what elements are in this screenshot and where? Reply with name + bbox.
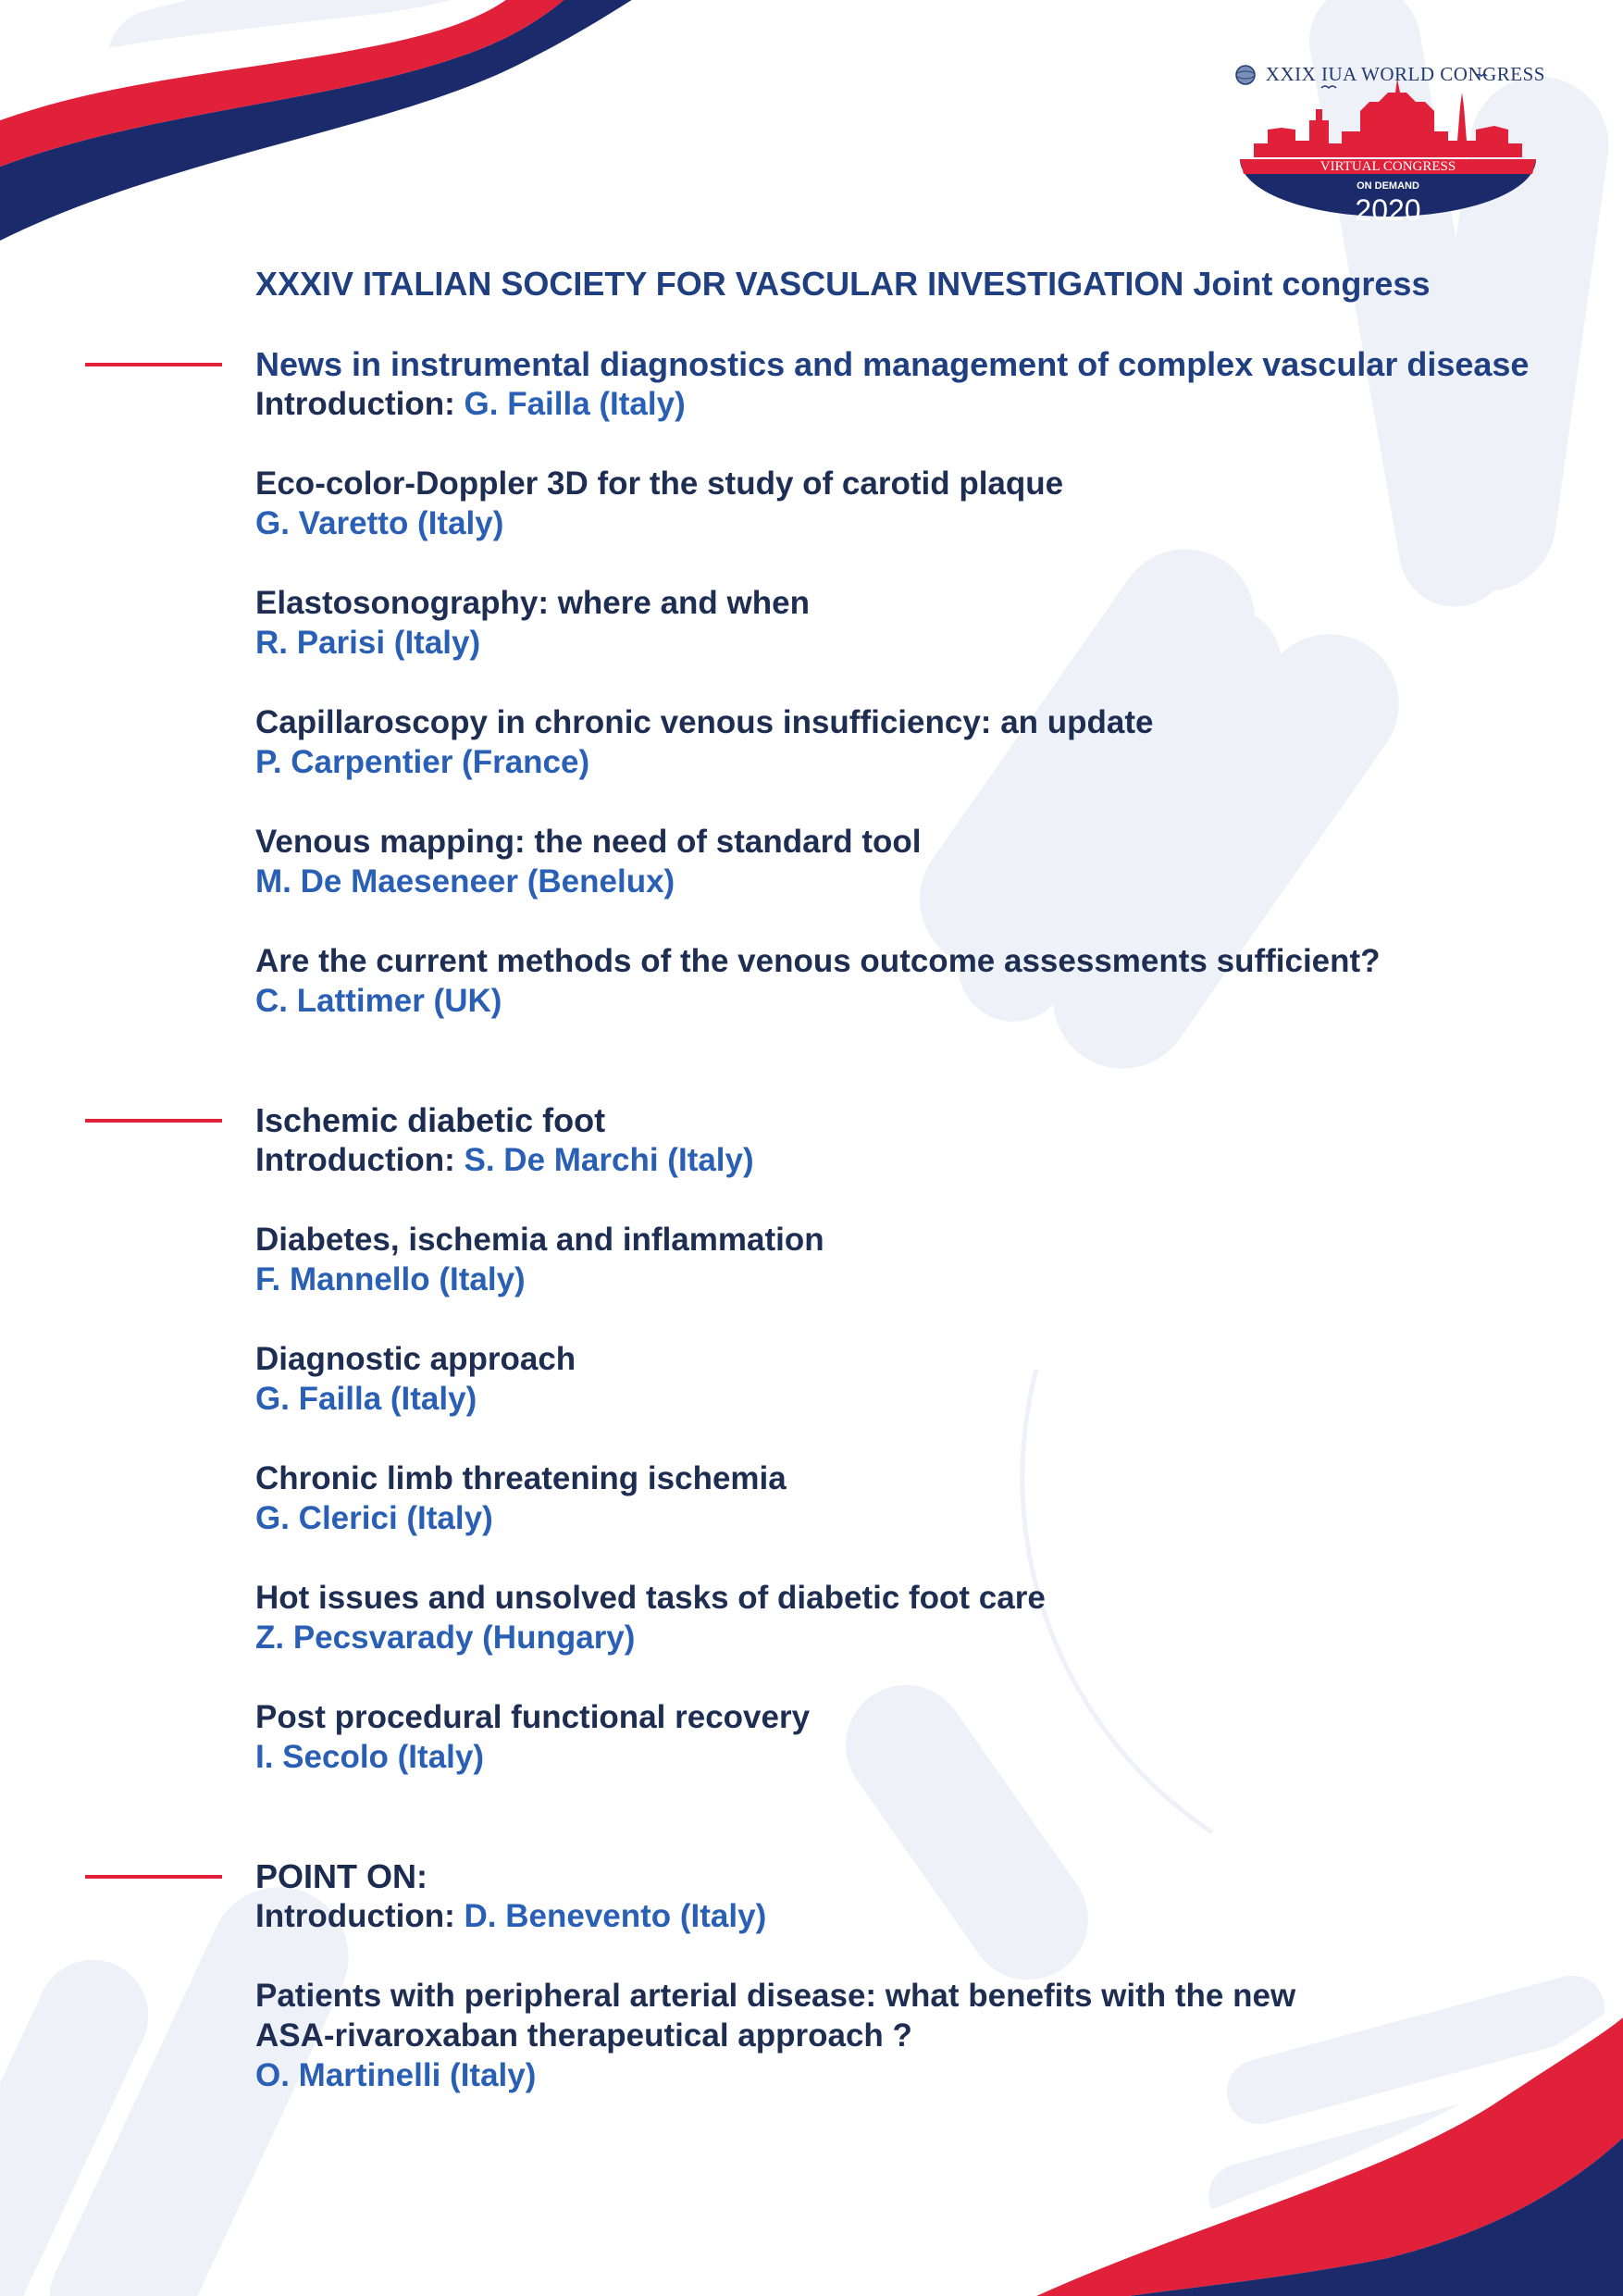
talk-title-continued: ASA-rivaroxaban therapeutical approach ? — [255, 2017, 912, 2054]
logo-banner-line2: ON DEMAND — [1357, 180, 1419, 192]
session-title: POINT ON: — [255, 1857, 427, 1895]
intro-speaker: G. Failla (Italy) — [464, 386, 686, 422]
talk-title: Hot issues and unsolved tasks of diabetic foot care — [255, 1580, 1046, 1616]
session-intro — [255, 1140, 1551, 1180]
talk-title: Eco-color-Doppler 3D for the study of carotid plaque — [255, 465, 1064, 502]
session-block — [255, 1856, 1551, 2095]
session-block — [255, 1100, 1551, 1777]
intro-label: Introduction: — [255, 386, 455, 422]
talk-speaker: C. Lattimer (UK) — [255, 983, 502, 1019]
talk-item — [255, 1339, 1551, 1419]
logo-emblem — [1231, 56, 1545, 241]
session-block — [255, 344, 1551, 1021]
intro-speaker: S. De Marchi (Italy) — [464, 1142, 754, 1178]
programme — [255, 264, 1551, 2095]
section-marker — [85, 1119, 222, 1123]
talk-speaker: F. Mannello (Italy) — [255, 1261, 526, 1297]
talk-item — [255, 583, 1551, 663]
talk-item — [255, 1220, 1551, 1299]
talk-title: Are the current methods of the venous outcome assessments sufficient? — [255, 943, 1381, 979]
talk-speaker: G. Clerici (Italy) — [255, 1500, 493, 1536]
congress-logo — [1231, 56, 1545, 241]
session-intro — [255, 1896, 1551, 1936]
talk-title: Post procedural functional recovery — [255, 1699, 811, 1735]
section-marker — [85, 1875, 222, 1879]
logo-banner-line1: VIRTUAL CONGRESS — [1319, 159, 1456, 174]
logo-title: XXIX IUA WORLD CONGRESS — [1265, 63, 1545, 85]
session-title: Ischemic diabetic foot — [255, 1101, 606, 1139]
talk-title: Elastosonography: where and when — [255, 585, 810, 621]
talk-item — [255, 1697, 1551, 1777]
talk-item — [255, 702, 1551, 782]
intro-label: Introduction: — [255, 1142, 455, 1178]
talk-item — [255, 1578, 1551, 1657]
talk-title: Capillaroscopy in chronic venous insufficiency: an update — [255, 704, 1154, 740]
page-title: XXXIV ITALIAN SOCIETY FOR VASCULAR INVESTIGATION Joint congress — [255, 265, 1431, 303]
intro-speaker: D. Benevento (Italy) — [464, 1898, 767, 1934]
talk-speaker: G. Failla (Italy) — [255, 1381, 477, 1417]
session-title: News in instrumental diagnostics and management of complex vascular disease — [255, 345, 1530, 383]
talk-item — [255, 464, 1551, 543]
talk-title: Patients with peripheral arterial disease: what benefits with the new — [255, 1978, 1296, 2014]
talk-item — [255, 941, 1551, 1021]
talk-speaker: I. Secolo (Italy) — [255, 1739, 484, 1775]
talk-item — [255, 1458, 1551, 1538]
talk-speaker: O. Martinelli (Italy) — [255, 2057, 537, 2093]
talk-title: Chronic limb threatening ischemia — [255, 1460, 787, 1496]
talk-title: Venous mapping: the need of standard tool — [255, 824, 922, 860]
intro-label: Introduction: — [255, 1898, 455, 1934]
talk-speaker: R. Parisi (Italy) — [255, 625, 481, 661]
logo-year: 2020 — [1355, 193, 1421, 227]
section-marker — [85, 363, 222, 366]
talk-item — [255, 822, 1551, 901]
talk-title: Diabetes, ischemia and inflammation — [255, 1222, 824, 1258]
talk-item — [255, 1976, 1551, 2095]
talk-speaker: Z. Pecsvarady (Hungary) — [255, 1620, 636, 1656]
talk-title: Diagnostic approach — [255, 1341, 576, 1377]
session-intro — [255, 384, 1551, 424]
talk-speaker: G. Varetto (Italy) — [255, 505, 504, 541]
talk-speaker: P. Carpentier (France) — [255, 744, 590, 780]
talk-speaker: M. De Maeseneer (Benelux) — [255, 863, 675, 900]
